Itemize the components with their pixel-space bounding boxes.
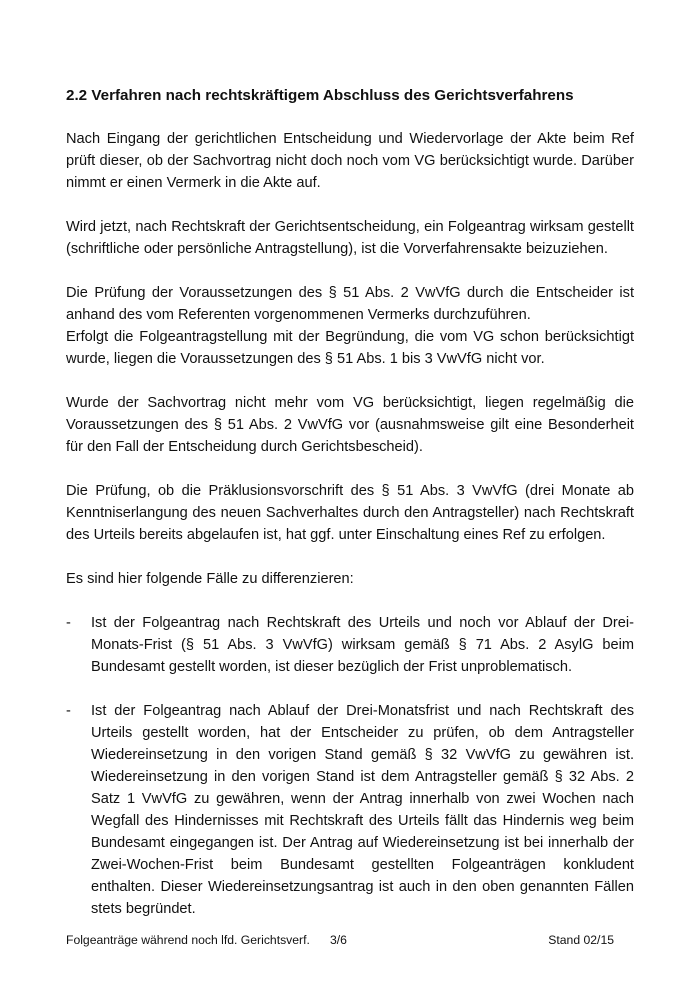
list-item-text: Ist der Folgeantrag nach Rechtskraft des Urteils und noch vor Ablauf der Drei-Monats-Frist (§ 51 Abs. 3 VwVfG) wirksam gemäß § 71 Abs. 2 AsylG beim Bundesamt gestellt worden, ist dieser bezüglich der Frist unproblematisch. [91, 615, 634, 675]
page-number: 3/6 [330, 933, 347, 947]
list-item-text: Ist der Folgeantrag nach Ablauf der Drei-Monatsfrist und nach Rechtskraft des Urteils gestellt worden, hat der Entscheider zu prüfen, ob dem Antragsteller Wiedereinsetzung in den vorigen Stand gemäß § 32 VwVfG zu gewähren ist. Wiedereinsetzung in den vorigen Stand ist dem Antragsteller gemäß § 32 Abs. 2 Satz 1 VwVfG zu gewähren, wenn der Antrag innerhalb von zwei Wochen nach Wegfall des Hindernisses mit Rechtskraft des Urteils fällt das Hindernis weg beim Bundesamt eingegangen ist. Der Antrag auf Wiedereinsetzung ist bei innerhalb der Zwei-Wochen-Frist beim Bundesamt gestellten Folgeanträgen konkludent enthalten. Dieser Wiedereinsetzungsantrag ist auch in den oben genannten Fällen stets begründet. [91, 703, 634, 917]
document-body [66, 86, 634, 920]
footer-title: Folgeanträge während noch lfd. Gerichtsverf. [66, 933, 310, 947]
paragraph-6: Die Prüfung, ob die Präklusionsvorschrift des § 51 Abs. 3 VwVfG (drei Monate ab Kenntniserlangung des neuen Sachverhaltes durch den Antragsteller) nach Rechtskraft des Urteils bereits abgelaufen ist, hat ggf. unter Einschaltung eines Ref zu erfolgen. [66, 483, 634, 543]
footer-status: Stand 02/15 [548, 933, 614, 947]
paragraph-3: Die Prüfung der Voraussetzungen des § 51 Abs. 2 VwVfG durch die Entscheider ist anhand des vom Referenten vorgenommenen Vermerks durchzuführen. [66, 285, 634, 323]
list-item [66, 700, 634, 920]
list-marker: - [66, 615, 71, 631]
paragraph-7: Es sind hier folgende Fälle zu differenzieren: [66, 571, 354, 587]
list-item [66, 612, 634, 678]
section-heading: 2.2 Verfahren nach rechtskräftigem Abschluss des Gerichtsverfahrens [66, 87, 574, 104]
paragraph-5: Wurde der Sachvortrag nicht mehr vom VG berücksichtigt, liegen regelmäßig die Voraussetzungen des § 51 Abs. 2 VwVfG vor (ausnahmsweise gilt eine Besonderheit für den Fall der Entscheidung durch Gerichtsbescheid). [66, 395, 634, 455]
paragraph-4: Erfolgt die Folgeantragstellung mit der Begründung, die vom VG schon berücksichtigt wurde, liegen die Voraussetzungen des § 51 Abs. 1 bis 3 VwVfG nicht vor. [66, 329, 634, 367]
list-marker: - [66, 703, 71, 719]
paragraph-1: Nach Eingang der gerichtlichen Entscheidung und Wiedervorlage der Akte beim Ref prüft dieser, ob der Sachvortrag nicht doch noch vom VG berücksichtigt wurde. Darüber nimmt er einen Vermerk in die Akte auf. [66, 131, 634, 191]
paragraph-2: Wird jetzt, nach Rechtskraft der Gerichtsentscheidung, ein Folgeantrag wirksam gestellt (schriftliche oder persönliche Antragstellung), ist die Vorverfahrensakte beizuziehen. [66, 219, 634, 257]
